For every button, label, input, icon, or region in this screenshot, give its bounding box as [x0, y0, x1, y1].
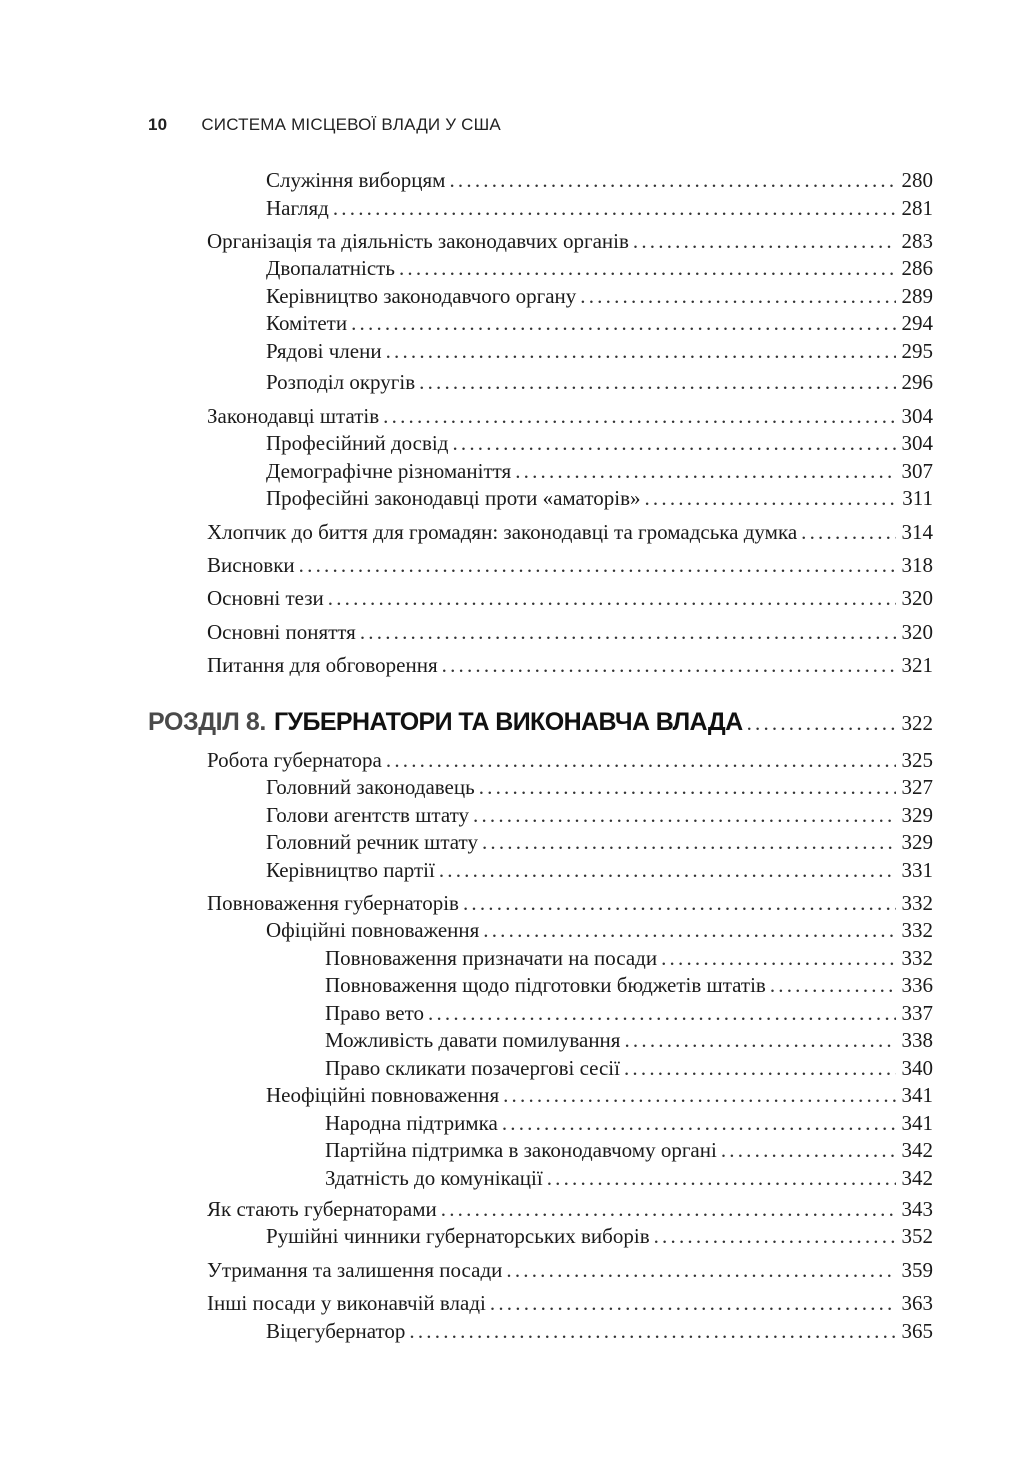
chapter-page: 322	[901, 711, 933, 735]
toc-entry[interactable]: Законодавці штатів ..... 304	[207, 403, 933, 429]
toc-page: 296	[901, 370, 933, 394]
toc-entry[interactable]: Керівництво законодавчого органу ..... 289	[266, 283, 933, 309]
chapter-title: ГУБЕРНАТОРИ ТА ВИКОНАВЧА ВЛАДА	[273, 708, 743, 736]
toc-page: 340	[901, 1056, 933, 1080]
toc-entry[interactable]: Як стають губернаторами ..... 343	[207, 1196, 933, 1222]
toc-entry[interactable]: Неофіційні повноваження ..... 341	[266, 1082, 933, 1108]
toc-entry[interactable]: Утримання та залишення посади ..... 359	[207, 1257, 933, 1283]
toc-entry[interactable]: Партійна підтримка в законодавчому органі ..... 342	[325, 1137, 933, 1163]
toc-entry[interactable]: Нагляд ..... 281	[266, 195, 933, 221]
toc-page: 338	[901, 1028, 933, 1052]
toc-page: 295	[901, 339, 933, 363]
toc-page: 320	[901, 620, 933, 644]
toc-entry[interactable]: Основні тези ..... 320	[207, 585, 933, 611]
toc-page: 329	[901, 830, 933, 854]
toc-page: 307	[901, 459, 933, 483]
toc-page: 342	[901, 1138, 933, 1162]
toc-entry[interactable]: Двопалатність ..... 286	[266, 255, 933, 281]
toc-page: 343	[901, 1197, 933, 1221]
toc-entry[interactable]: Головний законодавець ..... 327	[266, 774, 933, 800]
toc-entry[interactable]: Висновки ..... 318	[207, 552, 933, 578]
toc-page: 341	[901, 1111, 933, 1135]
chapter-heading[interactable]	[148, 708, 933, 737]
toc-entry[interactable]: Розподіл округів ..... 296	[266, 369, 933, 395]
toc-entry[interactable]: Організація та діяльність законодавчих органів ..... 283	[207, 228, 933, 254]
toc-page: 365	[901, 1319, 933, 1343]
toc-page: 286	[901, 256, 933, 280]
toc-page: 337	[901, 1001, 933, 1025]
toc-entry[interactable]: Інші посади у виконавчій владі ..... 363	[207, 1290, 933, 1316]
toc-page: 327	[901, 775, 933, 799]
toc-page: 359	[901, 1258, 933, 1282]
toc-entry[interactable]: Керівництво партії ..... 331	[266, 857, 933, 883]
toc-entry[interactable]: Комітети ..... 294	[266, 310, 933, 336]
toc-page: 341	[901, 1083, 933, 1107]
toc-entry[interactable]: Рушійні чинники губернаторських виборів ..... 352	[266, 1223, 933, 1249]
toc-page: 281	[901, 196, 933, 220]
toc-page: 342	[901, 1166, 933, 1190]
toc-page: 332	[901, 918, 933, 942]
toc-entry[interactable]: Питання для обговорення ..... 321	[207, 652, 933, 678]
page-number: 10	[148, 115, 168, 134]
toc-page: 318	[901, 553, 933, 577]
toc-page: 289	[901, 284, 933, 308]
chapter-label: РОЗДІЛ 8.	[148, 708, 266, 736]
toc-page: 294	[901, 311, 933, 335]
toc-entry[interactable]: Право скликати позачергові сесії ..... 340	[325, 1055, 933, 1081]
toc-page: 321	[901, 653, 933, 677]
toc-page: 283	[901, 229, 933, 253]
toc-entry[interactable]: Рядові члени ..... 295	[266, 338, 933, 364]
toc-entry[interactable]: Служіння виборцям ..... 280	[266, 167, 933, 193]
toc-entry[interactable]: Повноваження щодо підготовки бюджетів штатів ..... 336	[325, 972, 933, 998]
toc-page: 352	[901, 1224, 933, 1248]
running-title: СИСТЕМА МІСЦЕВОЇ ВЛАДИ У США	[201, 115, 501, 134]
toc-page: 336	[901, 973, 933, 997]
toc-page: 304	[901, 404, 933, 428]
toc-entry[interactable]: Здатність до комунікації ..... 342	[325, 1165, 933, 1191]
toc-page: 280	[901, 168, 933, 192]
toc-page: 363	[901, 1291, 933, 1315]
toc-entry[interactable]: Офіційні повноваження ..... 332	[266, 917, 933, 943]
toc-entry[interactable]: Віцегубернатор ..... 365	[266, 1318, 933, 1344]
toc-page: 320	[901, 586, 933, 610]
toc-entry[interactable]: Хлопчик до биття для громадян: законодавці та громадська думка ..... 314	[207, 519, 933, 545]
toc-entry[interactable]: Повноваження призначати на посади ..... 332	[325, 945, 933, 971]
toc-page: 311	[902, 486, 933, 510]
toc-page: 332	[901, 891, 933, 915]
toc-entry[interactable]: Право вето ..... 337	[325, 1000, 933, 1026]
toc-entry[interactable]: Повноваження губернаторів ..... 332	[207, 890, 933, 916]
toc-page: 331	[901, 858, 933, 882]
toc-entry[interactable]: Можливість давати помилування ..... 338	[325, 1027, 933, 1053]
running-header	[148, 115, 501, 135]
toc-page: 314	[901, 520, 933, 544]
toc-entry[interactable]: Професійні законодавці проти «аматорів» ..... 311	[266, 485, 933, 511]
toc-page: 325	[901, 748, 933, 772]
toc-entry[interactable]: Професійний досвід ..... 304	[266, 430, 933, 456]
toc-entry[interactable]: Основні поняття ..... 320	[207, 619, 933, 645]
toc-entry[interactable]: Голови агентств штату ..... 329	[266, 802, 933, 828]
toc-page: 332	[901, 946, 933, 970]
toc-page: 329	[901, 803, 933, 827]
toc-entry[interactable]: Робота губернатора ..... 325	[207, 747, 933, 773]
toc-entry[interactable]: Народна підтримка ..... 341	[325, 1110, 933, 1136]
toc-page: 304	[901, 431, 933, 455]
toc-entry[interactable]: Головний речник штату ..... 329	[266, 829, 933, 855]
toc-entry[interactable]: Демографічне різноманіття ..... 307	[266, 458, 933, 484]
